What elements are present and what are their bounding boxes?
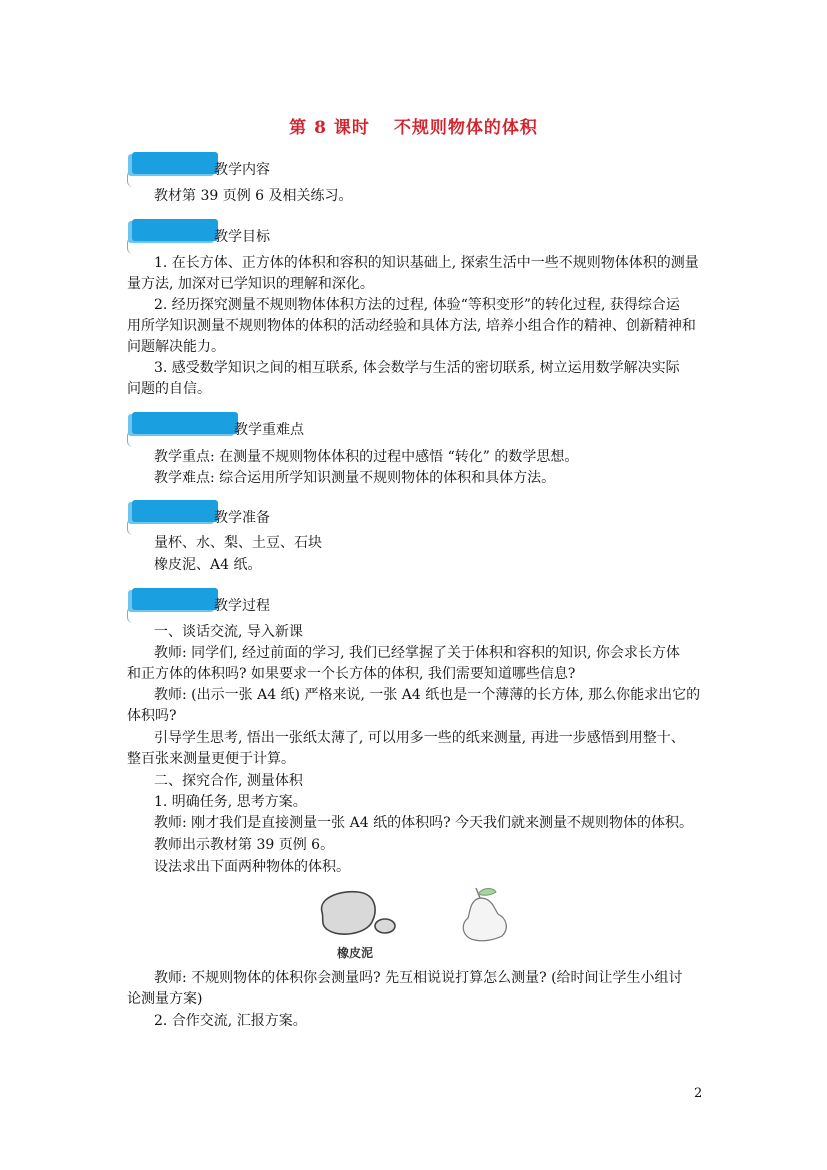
goals-line: 用所学知识测量不规则物体的体积的活动经验和具体方法, 培养小组合作的精神、创新精神和 [127,318,696,334]
section-header-keypoints [132,412,352,446]
section-header-prep [132,500,332,534]
goals-line: 3. 感受数学知识之间的相互联系, 体会数学与生活的密切联系, 树立运用数学解决实际 [154,360,680,376]
section-header-goals [132,219,332,253]
section-heading: 教学内容 [214,162,270,178]
header-pill [132,588,218,610]
section-header-content [132,152,332,186]
lesson-number: 第 8 课时 [289,118,370,138]
section-heading: 教学重难点 [234,422,304,438]
prep-line: 橡皮泥、A4 纸。 [154,557,262,573]
goals-line: 2. 经历探究测量不规则物体体积方法的过程, 体验“等积变形”的转化过程, 获得综合运 [154,297,680,313]
process-after-line: 论测量方案) [127,991,203,1007]
process-after-line: 2. 合作交流, 汇报方案。 [154,1013,307,1029]
goals-line: 量方法, 加深对已学知识的理解和深化。 [127,276,374,292]
process-line: 整百张来测量更便于计算。 [127,751,295,767]
prep-line: 量杯、水、梨、土豆、石块 [154,535,322,551]
process-line: 和正方体的体积吗? 如果要求一个长方体的体积, 我们需要知道哪些信息? [127,666,576,682]
clay-and-pear-illustration [300,880,540,970]
process-line: 二、探究合作, 测量体积 [154,773,303,789]
example-figure [300,880,540,970]
goals-line: 1. 在长方体、正方体的体积和容积的知识基础上, 探索生活中一些不规则物体体积的测量 [154,255,699,271]
process-after-line: 教师: 不规则物体的体积你会测量吗? 先互相说说打算怎么测量? (给时间让学生小组讨 [154,970,683,986]
process-line: 教师: 同学们, 经过前面的学习, 我们已经掌握了关于体积和容积的知识, 你会求长方体 [154,645,680,661]
section-heading: 教学过程 [214,598,270,614]
process-line: 教师: (出示一张 A4 纸) 严格来说, 一张 A4 纸也是一个薄薄的长方体, 那么你能求出它的 [154,687,701,703]
process-line: 教师: 刚才我们是直接测量一张 A4 纸的体积吗? 今天我们就来测量不规则物体的体积。 [154,815,694,831]
header-pill [132,219,218,241]
page-title [0,113,827,138]
content-text: 教材第 39 页例 6 及相关练习。 [154,188,353,204]
header-pill [132,152,218,174]
process-line: 引导学生思考, 悟出一张纸太薄了, 可以用多一些的纸来测量, 再进一步感悟到用整十、 [154,730,685,746]
process-line: 设法求出下面两种物体的体积。 [154,859,350,875]
pear-icon [463,888,506,941]
goals-line: 问题解决能力。 [127,339,225,355]
clay-icon [322,892,395,934]
process-line: 教师出示教材第 39 页例 6。 [154,837,335,853]
figure-caption: 橡皮泥 [337,946,374,960]
header-pill [132,500,218,522]
section-header-process [132,588,332,622]
keypoints-line: 教学重点: 在测量不规则物体体积的过程中感悟 “转化” 的数学思想。 [154,449,579,465]
keypoints-line: 教学难点: 综合运用所学知识测量不规则物体的体积和具体方法。 [154,470,556,486]
process-line: 体积吗? [127,708,177,724]
process-line: 一、谈话交流, 导入新课 [154,624,303,640]
page-number: 2 [694,1086,703,1101]
header-pill [132,412,238,434]
process-line: 1. 明确任务, 思考方案。 [154,794,307,810]
section-heading: 教学准备 [214,510,270,526]
section-heading: 教学目标 [214,229,270,245]
goals-line: 问题的自信。 [127,381,211,397]
lesson-topic: 不规则物体的体积 [393,118,538,138]
